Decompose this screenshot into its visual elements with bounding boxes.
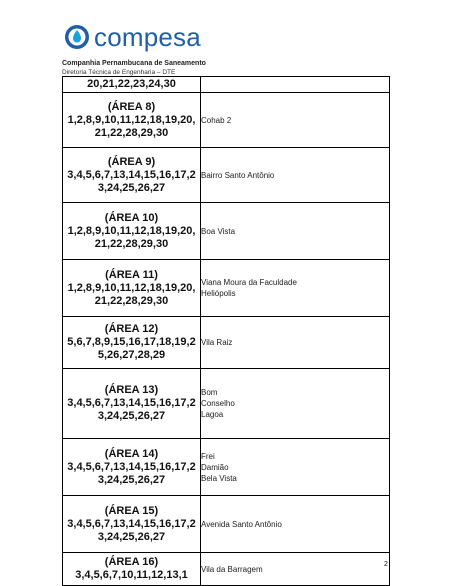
area-location: Vila Raiz [201,338,233,347]
area-location-cell [201,553,390,586]
area-location: Bom Conselho Lagoa [201,388,235,419]
areas-table [62,76,390,586]
area-codes: 3,4,5,6,7,13,14,15,16,17,23,24,25,26,27 [67,517,196,543]
table-row [63,553,390,586]
area-codes: 3,4,5,6,7,13,14,15,16,17,23,24,25,26,27 [67,397,196,422]
page-number: 2 [384,561,388,568]
area-location-cell [201,260,390,317]
area-location-cell [201,77,390,93]
area-codes-cell [63,93,201,148]
area-codes: 3,4,5,6,7,13,14,15,16,17,23,24,25,26,27 [67,460,196,486]
area-codes-cell [63,148,201,203]
area-codes-cell [63,317,201,369]
area-codes-cell [63,439,201,496]
area-title: (ÁREA 11) [105,268,158,281]
area-location-cell [201,148,390,203]
area-location: Bairro Santo Antônio [201,170,275,180]
area-codes-cell [63,77,201,93]
area-location-cell [201,496,390,553]
area-location: Frei Damião Bela Vista [201,451,237,483]
water-drop-icon [64,24,90,50]
area-codes: 20,21,22,23,24,30 [87,78,176,90]
area-location-cell [201,203,390,260]
department-name: Diretoria Técnica de Engenharia – DTE [62,69,176,76]
area-title: (ÁREA 13) [104,384,159,396]
area-title: (ÁREA 8) [107,100,156,113]
table-row [63,260,390,317]
area-location-cell [201,93,390,148]
area-codes-cell [63,496,201,553]
area-title: (ÁREA 15) [104,504,159,517]
area-title: (ÁREA 16) [104,556,159,568]
area-location-cell [201,439,390,496]
table-row [63,369,390,439]
table-row [63,496,390,553]
area-location-cell [201,317,390,369]
area-title: (ÁREA 9) [107,155,156,168]
area-codes-cell [63,203,201,260]
area-location: Boa Vista [201,226,236,236]
area-location-cell [201,369,390,439]
area-title: (ÁREA 12) [104,323,159,335]
area-title: (ÁREA 10) [104,211,159,224]
table-row [63,93,390,148]
area-codes: 3,4,5,6,7,13,14,15,16,17,23,24,25,26,27 [67,168,196,194]
area-codes: 1,2,8,9,10,11,12,18,19,20,21,22,28,29,30 [67,113,196,139]
compesa-logo [64,24,201,50]
area-location: Vila da Barragem [201,564,263,574]
table-row [63,148,390,203]
organization-name: Companhia Pernambucana de Saneamento [62,60,206,67]
area-codes: 1,2,8,9,10,11,12,18,19,20,21,22,28,29,30 [67,281,196,307]
logo-wordmark: compesa [94,22,201,52]
area-codes-cell [63,553,201,586]
table-row [63,77,390,93]
area-codes: 5,6,7,8,9,15,16,17,18,19,25,26,27,28,29 [67,336,196,361]
area-codes-cell [63,369,201,439]
area-location: Avenida Santo Antônio [201,519,282,529]
table-row [63,203,390,260]
area-codes: 3,4,5,6,7,10,11,12,13,1 [75,569,188,581]
area-title: (ÁREA 14) [104,447,159,460]
area-codes: 1,2,8,9,10,11,12,18,19,20,21,22,28,29,30 [67,224,196,250]
area-location: Cohab 2 [201,115,232,125]
area-codes-cell [63,260,201,317]
table-row [63,317,390,369]
area-location: Viana Moura da Faculdade Heliópolis [201,278,297,298]
table-row [63,439,390,496]
